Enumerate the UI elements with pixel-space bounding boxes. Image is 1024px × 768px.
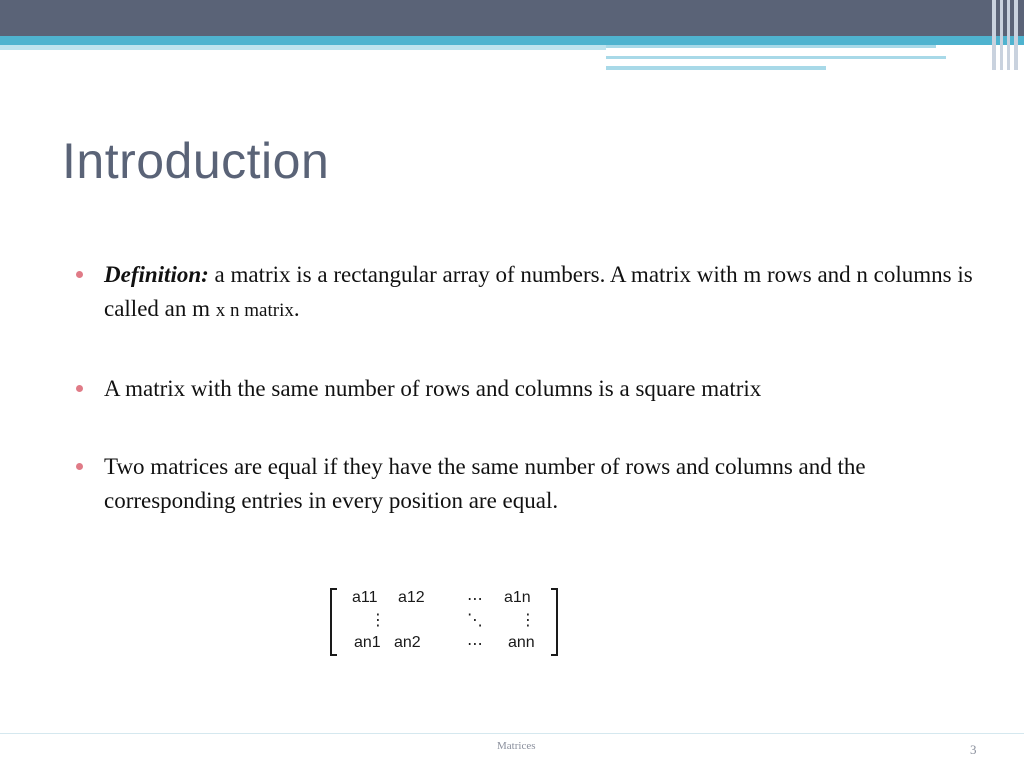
header-accent-line bbox=[606, 66, 826, 70]
bullet-list bbox=[76, 258, 976, 518]
matrix-right-bracket bbox=[551, 588, 558, 656]
footer-label: Matrices bbox=[497, 740, 536, 752]
matrix-entry: ⋮ bbox=[520, 612, 536, 629]
matrix-entry: a1n bbox=[504, 589, 531, 606]
header-accent-line bbox=[606, 56, 946, 59]
matrix-entry: a12 bbox=[398, 589, 425, 606]
matrix-entry: ⋮ bbox=[370, 612, 386, 629]
header-blue-band bbox=[0, 36, 1024, 45]
bullet-definition bbox=[76, 258, 976, 328]
matrix-figure bbox=[328, 588, 560, 654]
header-accent-line bbox=[606, 45, 936, 48]
bullet-square-matrix bbox=[76, 372, 976, 406]
bullet-dot-icon bbox=[76, 271, 83, 278]
slide-title: Introduction bbox=[62, 133, 330, 189]
matrix-entry: a11 bbox=[352, 589, 378, 606]
header-dark-band bbox=[0, 0, 1024, 36]
bullet-text: A matrix with the same number of rows and columns is a square matrix bbox=[104, 376, 762, 401]
matrix-entry: an1 bbox=[354, 634, 381, 651]
bullet-dot-icon bbox=[76, 463, 83, 470]
matrix-entry: an2 bbox=[394, 634, 421, 651]
matrix-entry: ⋯ bbox=[467, 636, 483, 653]
definition-term: x n matrix bbox=[215, 300, 294, 321]
bullet-dot-icon bbox=[76, 385, 83, 392]
definition-period: . bbox=[293, 296, 300, 321]
bullet-text: Two matrices are equal if they have the same number of rows and columns and the corresponding entries in every position are equal. bbox=[104, 454, 866, 513]
header-vertical-bars bbox=[990, 0, 1024, 70]
matrix-entry: ⋱ bbox=[467, 612, 483, 629]
matrix-entry: ⋯ bbox=[467, 591, 483, 608]
matrix-left-bracket bbox=[330, 588, 337, 656]
definition-text: a matrix is a rectangular array of numbers. A matrix with m rows and n columns is called an m bbox=[104, 262, 973, 321]
page-number: 3 bbox=[970, 742, 977, 757]
bullet-equal-matrices bbox=[76, 450, 976, 518]
footer-divider bbox=[0, 733, 1024, 734]
matrix-entry: ann bbox=[508, 634, 535, 651]
definition-label: Definition: bbox=[104, 262, 209, 287]
